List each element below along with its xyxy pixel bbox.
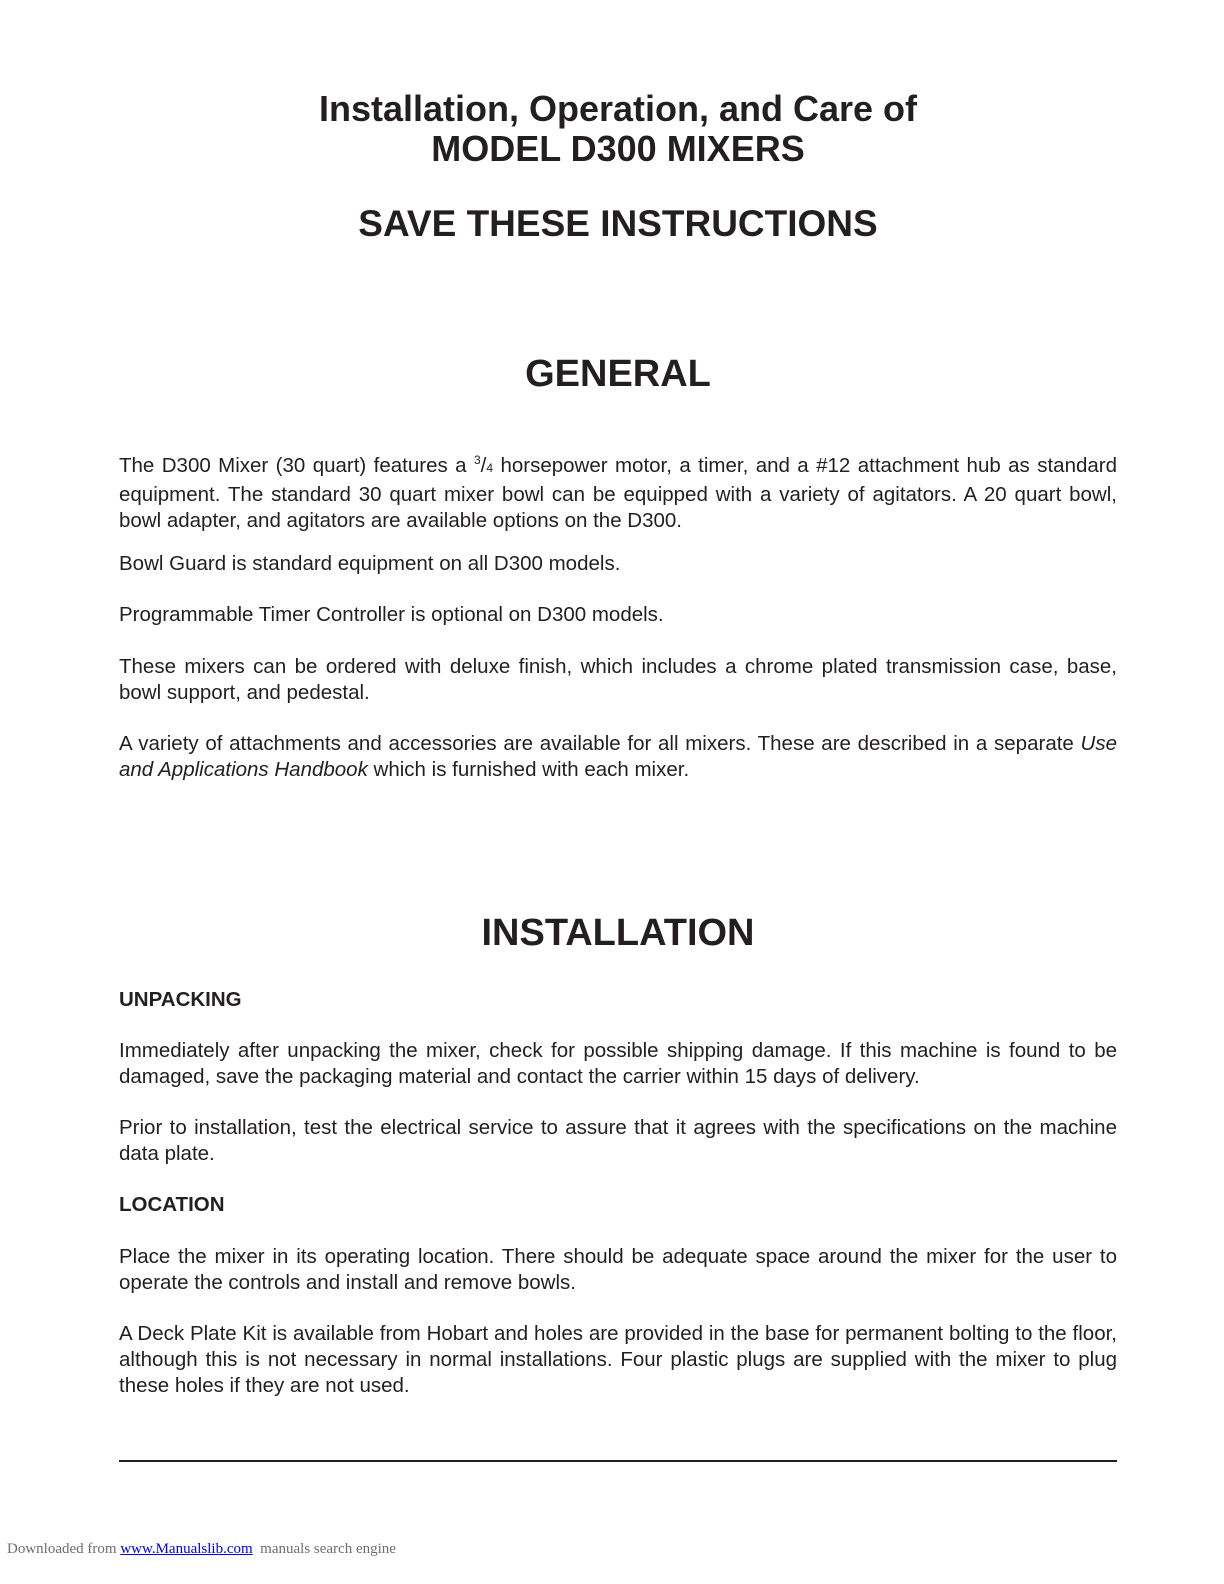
fraction-numerator: 3 xyxy=(473,453,481,467)
unpacking-paragraph-2: Prior to installation, test the electrical service to assure that it agrees with the specifications on the machine data plate. xyxy=(119,1116,1117,1165)
footer-divider xyxy=(119,1460,1117,1462)
general-p5-text-before: A variety of attachments and accessories are available for all mixers. These are described in a separate xyxy=(119,732,1081,755)
document-title-line1: Installation, Operation, and Care of xyxy=(318,88,918,129)
three-quarter-fraction xyxy=(474,454,493,477)
fraction-denominator: 4 xyxy=(486,461,494,475)
document-title-line2: MODEL D300 MIXERS xyxy=(431,128,805,169)
unpacking-paragraph-1: Immediately after unpacking the mixer, check for possible shipping damage. If this machine is found to be damaged, save the packaging material and contact the carrier within 15 days of delivery. xyxy=(119,1039,1117,1088)
general-p5-text-after: which is furnished with each mixer. xyxy=(367,757,690,781)
download-footer xyxy=(7,1541,396,1558)
unpacking-subheading: UNPACKING xyxy=(119,988,242,1011)
general-paragraph-5 xyxy=(119,731,1117,783)
general-paragraph-1 xyxy=(119,448,1117,533)
location-paragraph-1: Place the mixer in its operating location. There should be adequate space around the mixer for the user to operate the controls and install and remove bowls. xyxy=(119,1245,1117,1294)
footer-prefix: Downloaded from xyxy=(7,1541,121,1557)
general-heading: GENERAL xyxy=(525,353,711,395)
save-instructions-heading: SAVE THESE INSTRUCTIONS xyxy=(358,203,878,244)
installation-heading: INSTALLATION xyxy=(481,912,755,954)
general-paragraph-2: Bowl Guard is standard equipment on all D300 models. xyxy=(119,552,621,575)
location-paragraph-2: A Deck Plate Kit is available from Hobart and holes are provided in the base for permanent bolting to the floor, although this is not necessary in normal installations. Four plastic plugs are supplied with the mixer to plug these holes if they are not used. xyxy=(119,1322,1117,1397)
location-subheading: LOCATION xyxy=(119,1193,225,1216)
manualslib-link[interactable]: www.Manualslib.com xyxy=(120,1541,253,1557)
general-p1-text-after: horsepower motor, a timer, and a #12 attachment hub as standard equipment. The standard 30 quart mixer bowl can be equipped with a variety of agitators. A 20 quart bowl, bowl adapter, and agitators are available options on the D300. xyxy=(119,454,1117,532)
fraction-slash: / xyxy=(480,454,487,477)
footer-suffix: manuals search engine xyxy=(252,1541,396,1557)
general-paragraph-4: These mixers can be ordered with deluxe finish, which includes a chrome plated transmission case, base, bowl support, and pedestal. xyxy=(119,655,1117,704)
general-paragraph-3: Programmable Timer Controller is optional on D300 models. xyxy=(119,603,664,626)
handbook-title: Use and Applications Handbook xyxy=(119,732,1117,781)
general-p1-text-before: The D300 Mixer (30 quart) features a xyxy=(119,454,474,477)
